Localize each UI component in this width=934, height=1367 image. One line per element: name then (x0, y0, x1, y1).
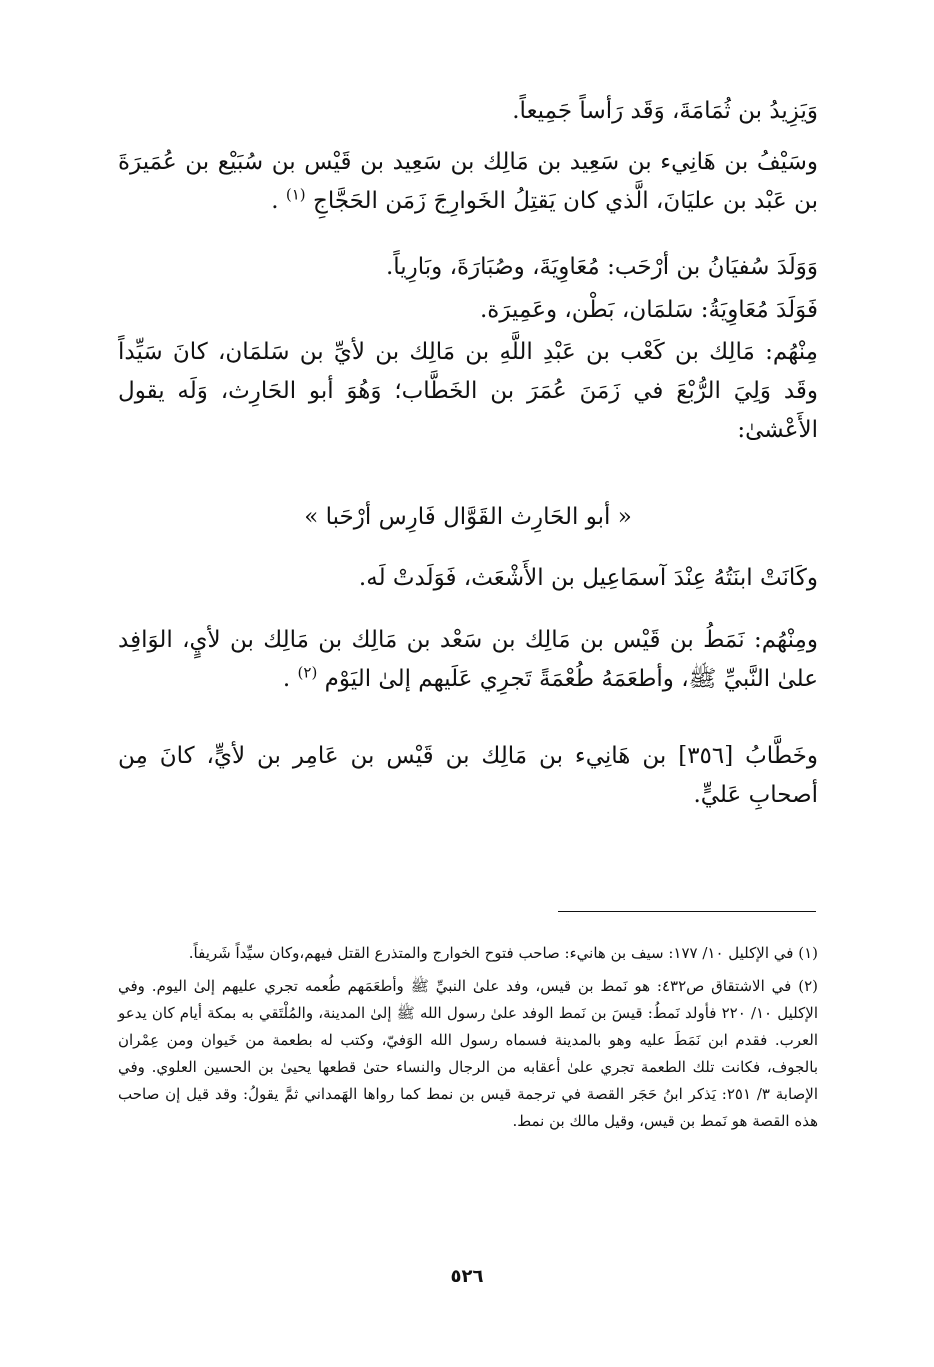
footnote-ref: (٢) (297, 663, 318, 682)
poetry-verse: « أبو الحَارِث القَوَّال فَارِس أرْحَبا » (304, 504, 632, 530)
paragraph: وَيَزِيدُ بن ثُمَامَةَ، وَقَد رَأساً جَمِيعاً. (512, 98, 818, 124)
paragraph-end: . (282, 666, 291, 692)
paragraph: وَوَلَدَ سُفيَانُ بن أرْحَب: مُعَاوِيَةَ، وصُبَارَةَ، وبَارِياً. (385, 254, 818, 280)
paragraph (118, 621, 818, 737)
paragraph-text: ومِنْهُم: نَمَطُ بن قَيْس بن مَالِك بن سَعْد بن مَالِك بن مَالِك بن لأيٍ، الوَافِد علىٰ النَّبيِّ ﷺ، وأطعَمَهُ طُعْمَةً تَجرِي عَلَيهم إلىٰ اليَوْم (118, 627, 818, 692)
footnote: (٢) في الاشتقاق ص٤٣٢: هو نَمط بن قيس، وفد علىٰ النبيِّ ﷺ وأطعَمَهم طُعمه تجري عليهم إلىٰ اليوم. وفي الإكليل ١٠/ ٢٢٠ فأولد نَمطُ: قيسَ بن نَمط الوفد علىٰ رسول الله ﷺ إلىٰ المدينة، والمُلْتَقي به بمكة أيام كان يدعو العرب. فقدم ابن نَمَطَ عليه وهو بالمدينة فسماه رسول الله الوَفيّ، وكتب له بطعمة من خَيوان ومن عِمْران بالجوف، فكانت تلك الطعمة تجري علىٰ أعقابه من الرجال والنساء حتىٰ قطعها يحيىٰ بن الحسين العلوي. وفي الإصابة ٣/ ٢٥١: يَذكر ابنُ حَجَر القصة في ترجمة قيس بن نمط كما رواها الهَمداني ثمَّ يقولُ: وقد قيل إن صاحب هذه القصة هو نَمط بن قيس، وقيل مالك بن نمط. (118, 977, 819, 1130)
page-number: ٥٢٦ (450, 1266, 484, 1287)
footnotes (118, 940, 818, 1141)
paragraph: فَوَلَدَ مُعَاوِيَةُ: سَلمَان، بَطْن، وعَمِيرَة. (479, 297, 818, 323)
footnote-divider (558, 911, 816, 912)
paragraph: وكَانَتْ ابنَتُهُ عِنْدَ آسمَاعِيل بن الأَشْعَث، فَوَلَدتْ لَه. (358, 565, 818, 591)
main-text (118, 92, 818, 817)
paragraph: مِنْهُم: مَالِك بن كَعْب بن عَبْدِ اللَّهِ بن مَالِك بن لأيِّ بن سَلمَان، كانَ سَيِّداً وقَد وَلِيَ الرُّبْعَ في زَمَنَ عُمَرَ بن الخَطَّاب؛ وَهُوَ أبو الحَارِث، وَلَه يقول الأَعْشىٰ: (118, 339, 818, 443)
paragraph: وخَطَّابُ [٣٥٦] بن هَانِيء بن مَالِك بن قَيْس بن عَامِر بن لأيٍّ، كانَ مِن أصحابِ عَليٍّ. (118, 743, 819, 808)
paragraph-end: . (271, 188, 279, 214)
paragraph-text: وسَيْفُ بن هَانِيء بن سَعِيد بن مَالِك بن سَعِيد بن قَيْس بن سُبَيْع بن عُمَيرَةَ بن عَبْد بن عليَانَ، الَّذي كان يَقتِلُ الخَوارِجَ زَمَن الحَجَّاجِ (118, 149, 818, 214)
paragraph (118, 143, 818, 248)
footnote: (١) في الإكليل ١٠/ ١٧٧: سيف بن هانيء: صاحب فتوح الخوارج والمتذرع القتل فيهم،وكان سيِّداً شَريفاً. (188, 944, 818, 962)
footnote-ref: (١) (285, 185, 306, 204)
